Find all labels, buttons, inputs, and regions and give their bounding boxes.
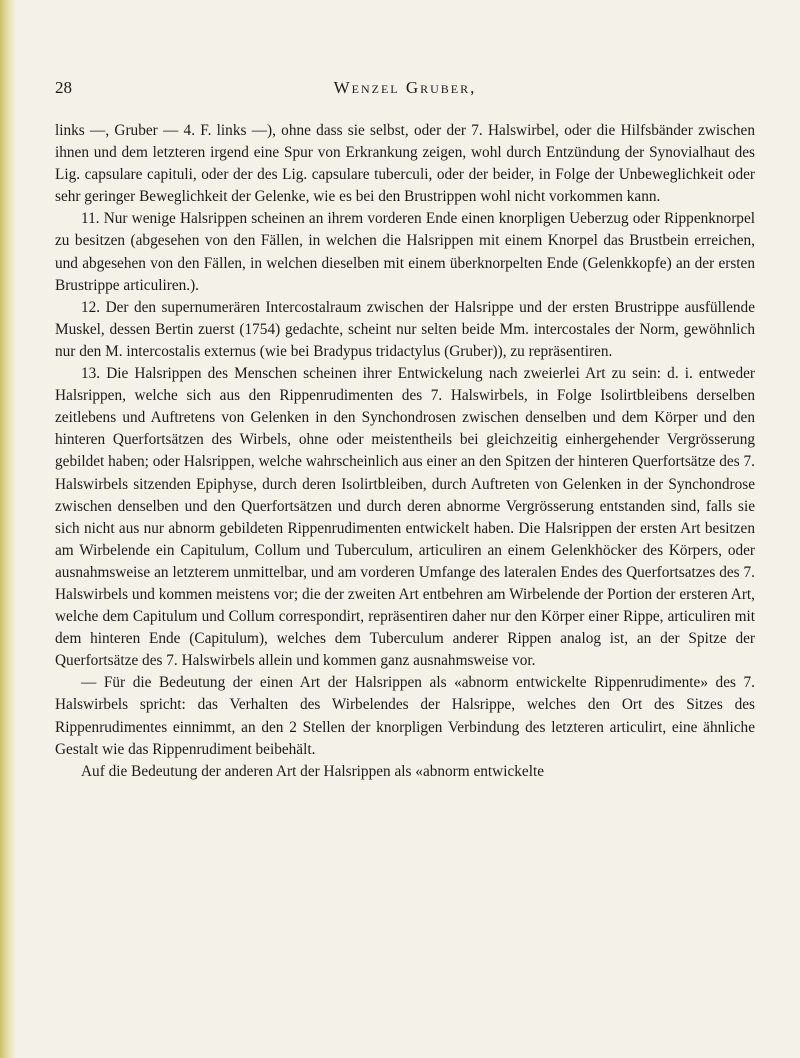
page-number: 28	[55, 78, 72, 97]
running-head: Wenzel Gruber,	[333, 78, 477, 97]
body-text	[55, 120, 755, 783]
page-header	[55, 78, 755, 102]
paragraph-12: 12. Der den supernumerären Intercostalraum zwischen der Halsrippe und der ersten Brustrippe ausfüllende Muskel, dessen Bertin zuerst (1754) gedachte, scheint nur selten beide Mm. intercostales der Norm, gewöhnlich nur den M. intercostalis externus (wie bei Bradypus tridactylus (Gruber)), zu repräsentiren.	[55, 298, 755, 360]
paragraph-continuation: links —, Gruber — 4. F. links —), ohne dass sie selbst, oder der 7. Halswirbel, oder die Hilfsbänder zwischen ihnen und dem letzteren irgend eine Spur von Erkrankung zeigen, wohl durch Entzündung der Synovialhaut des Lig. capsulare capituli, oder der des Lig. capsulare tuberculi, oder der beider, in Folge der Unbeweglichkeit oder sehr geringer Beweglichkeit der Gelenke, wie es bei den Brustrippen wohl nicht vorkommen kann.	[55, 122, 755, 206]
paragraph-13-final: Auf die Bedeutung der anderen Art der Halsrippen als «abnorm entwickelte	[81, 762, 544, 780]
page-binding-edge	[0, 0, 16, 1058]
paragraph-13-continued: — Für die Bedeutung der einen Art der Halsrippen als «abnorm entwickelte Rippenrudimente» des 7. Halswirbels spricht: das Verhalten des Wirbelendes der Halsrippe, welches den Ort des Sitzes des Rippenrudimentes einnimmt, an den 2 Stellen der knorpligen Verbindung des letzteren articulirt, eine ähnliche Gestalt wie das Rippenrudiment beibehält.	[55, 674, 755, 758]
paragraph-13: 13. Die Halsrippen des Menschen scheinen ihrer Entwickelung nach zweierlei Art zu sein: d. i. entweder Halsrippen, welche sich aus den Rippenrudimenten des 7. Halswirbels, in Folge Isolirtbleibens derselben zeitlebens und Auftretens von Gelenken in den Synchondrosen zwischen denselben und dem Körper und den hinteren Querfortsätzen des Wirbels, ohne oder meistentheils bei gleichzeitig einhergehender Vergrösserung gebildet haben; oder Halsrippen, welche wahrscheinlich aus einer an den Spitzen der hinteren Querfortsätze des 7. Halswirbels sitzenden Epiphyse, durch deren Isolirtbleiben, durch Auftreten von Gelenken in der Synchondrose zwischen denselben und den Querfortsätzen und durch deren abnorme Vergrösserung entstanden sind, falls sie sich nicht aus nur abnorm gebildeten Rippenrudimenten entwickelt haben. Die Halsrippen der ersten Art besitzen am Wirbelende ein Capitulum, Collum und Tuberculum, articuliren an einem Gelenkhöcker des Körpers, oder ausnahmsweise an letzterem unmittelbar, und am vorderen Umfange des lateralen Endes des Querfortsatzes des 7. Halswirbels und kommen meistens vor; die der zweiten Art entbehren am Wirbelende der Portion der ersteren Art, welche dem Capitulum und Collum correspondirt, repräsentiren daher nur den Körper einer Rippe, articuliren mit dem hinteren Ende (Capitulum), welches dem Tuberculum anderer Rippen analog ist, an der Spitze der Querfortsätze des 7. Halswirbels allein und kommen ganz ausnahmsweise vor.	[55, 365, 755, 670]
paragraph-11: 11. Nur wenige Halsrippen scheinen an ihrem vorderen Ende einen knorpligen Ueberzug oder Rippenknorpel zu besitzen (abgesehen von den Fällen, in welchen die Halsrippen mit einem Knorpel das Brustbein erreichen, und abgesehen von den Fällen, in welchen dieselben mit einem überknorpelten Ende (Gelenkkopfe) an der ersten Brustrippe articuliren.).	[55, 210, 755, 294]
